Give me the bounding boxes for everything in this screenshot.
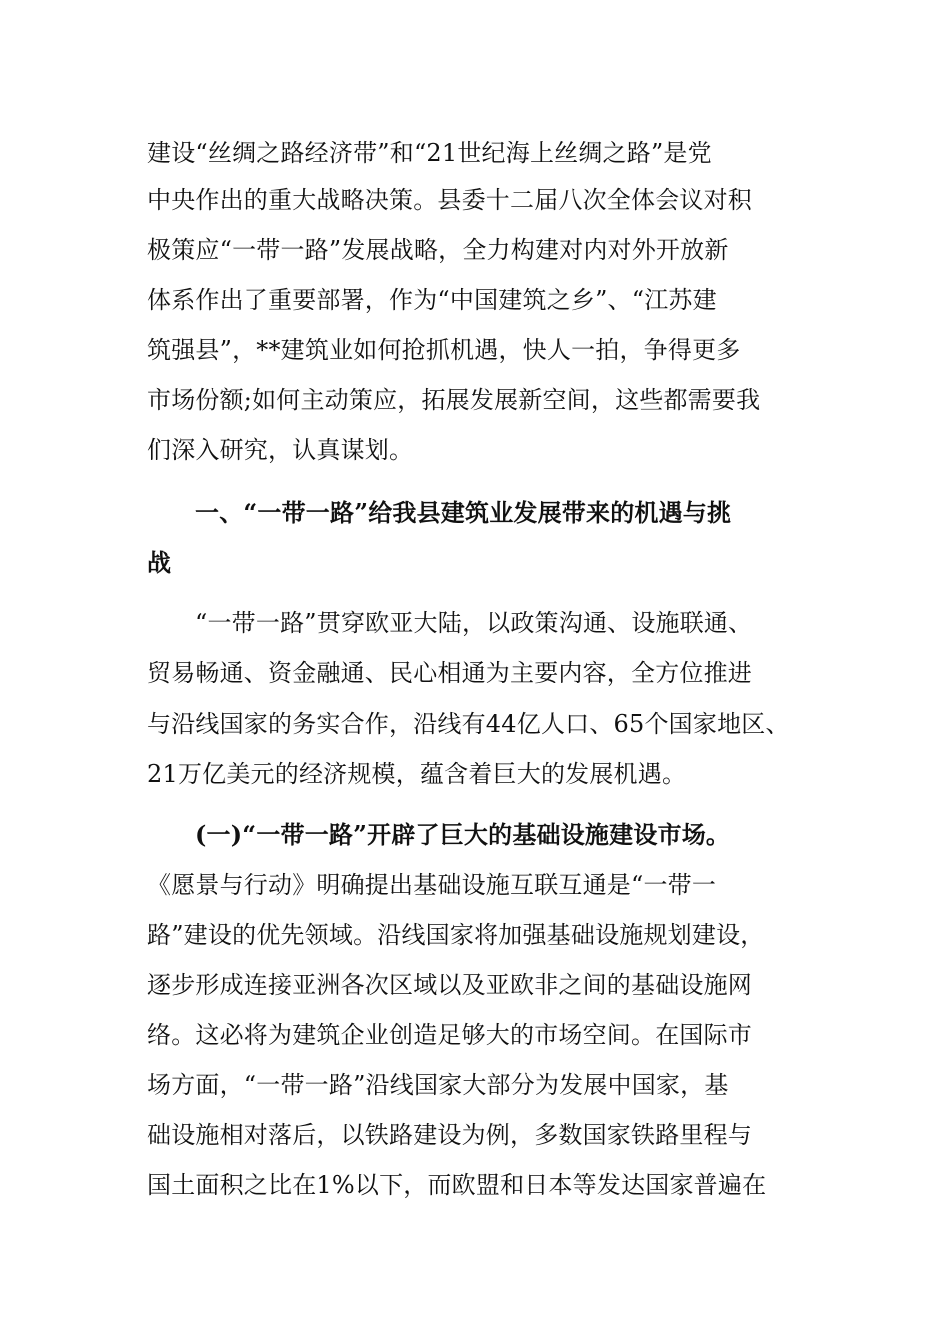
paragraph-2-line-1: “一带一路”贯穿欧亚大陆，以政策沟通、设施联通、	[195, 609, 753, 637]
paragraph-3-line-1: 《愿景与行动》明确提出基础设施互联互通是“一带一	[147, 871, 717, 899]
paragraph-3-line-6: 础设施相对落后，以铁路建设为例，多数国家铁路里程与	[147, 1121, 752, 1149]
paragraph-1-line-1: 建设“丝绸之路经济带”和“21世纪海上丝绸之路”是党	[147, 139, 712, 167]
paragraph-1-line-3: 极策应“一带一路”发展战略，全力构建对内对外开放新	[147, 236, 729, 264]
paragraph-3-line-7: 国土面积之比在1%以下，而欧盟和日本等发达国家普遍在	[147, 1171, 767, 1199]
paragraph-2-line-3: 与沿线国家的务实合作，沿线有44亿人口、65个国家地区、	[147, 710, 790, 738]
paragraph-1-line-4: 体系作出了重要部署，作为“中国建筑之乡”、“江苏建	[147, 286, 717, 314]
paragraph-3-line-5: 场方面，“一带一路”沿线国家大部分为发展中国家，基	[147, 1071, 729, 1099]
paragraph-3-line-3: 逐步形成连接亚洲各次区域以及亚欧非之间的基础设施网	[147, 971, 752, 999]
paragraph-1-line-2: 中央作出的重大战略决策。县委十二届八次全体会议对积	[147, 186, 752, 214]
paragraph-2-line-4: 21万亿美元的经济规模，蕴含着巨大的发展机遇。	[147, 760, 687, 788]
section-heading-line-2: 战	[147, 548, 172, 577]
paragraph-1-line-7: 们深入研究，认真谋划。	[147, 436, 414, 464]
section-heading-line-1: 一、“一带一路”给我县建筑业发展带来的机遇与挑	[195, 498, 732, 527]
paragraph-2-line-2: 贸易畅通、资金融通、民心相通为主要内容，全方位推进	[147, 659, 752, 687]
paragraph-1-line-5: 筑强县”，**建筑业如何抢抓机遇，快人一拍，争得更多	[147, 336, 741, 364]
paragraph-1-line-6: 市场份额;如何主动策应，拓展发展新空间，这些都需要我	[147, 386, 761, 414]
paragraph-3-line-2: 路”建设的优先领域。沿线国家将加强基础设施规划建设，	[147, 921, 765, 949]
subsection-heading: (一)“一带一路”开辟了巨大的基础设施建设市场。	[195, 820, 731, 849]
paragraph-3-line-4: 络。这必将为建筑企业创造足够大的市场空间。在国际市	[147, 1021, 752, 1049]
